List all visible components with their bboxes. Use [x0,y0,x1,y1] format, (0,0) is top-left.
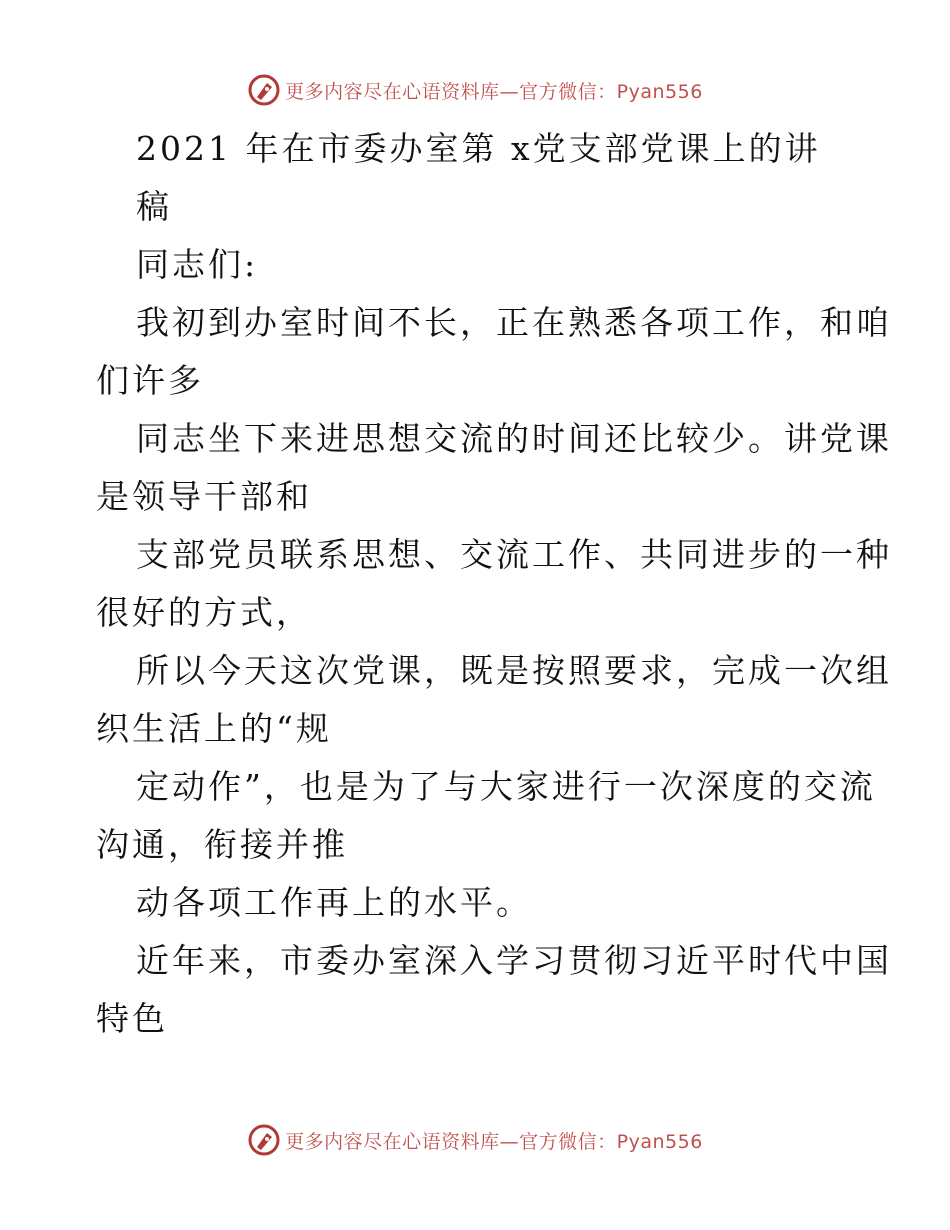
body-line: 我初到办室时间不长，正在熟悉各项工作，和咱 [136,303,892,342]
body-line: 动各项工作再上的水平。 [136,883,532,922]
body-line: 支部党员联系思想、交流工作、共同进步的一种 [136,535,892,574]
header-banner [0,70,950,110]
body-line: 特色 [96,999,168,1038]
body-line: 近年来，市委办室深入学习贯彻习近平时代中国 [136,941,892,980]
document-body [96,120,892,1048]
document-title-line-1: 2021 年在市委办室第 x党支部党课上的讲 [136,129,821,168]
footer-banner [0,1120,950,1160]
body-line: 织生活上的“规 [96,709,332,748]
footer-banner-text: 更多内容尽在心语资料库—官方微信：Pyan556 [285,1130,703,1153]
body-line: 同志们: [136,245,259,284]
pen-nib-logo-icon [247,1123,281,1157]
body-line: 很好的方式， [96,593,312,632]
body-text [96,236,892,1048]
body-line: 是领导干部和 [96,477,312,516]
body-line: 们许多 [96,361,204,400]
body-line: 同志坐下来进思想交流的时间还比较少。讲党课 [136,419,892,458]
header-banner-text: 更多内容尽在心语资料库—官方微信：Pyan556 [285,80,703,103]
pen-nib-logo-icon [247,73,281,107]
document-title-line-2: 稿 [136,187,172,226]
body-line: 定动作”，也是为了与大家进行一次深度的交流 [136,767,876,806]
body-line: 沟通，衔接并推 [96,825,348,864]
body-line: 所以今天这次党课，既是按照要求，完成一次组 [136,651,892,690]
